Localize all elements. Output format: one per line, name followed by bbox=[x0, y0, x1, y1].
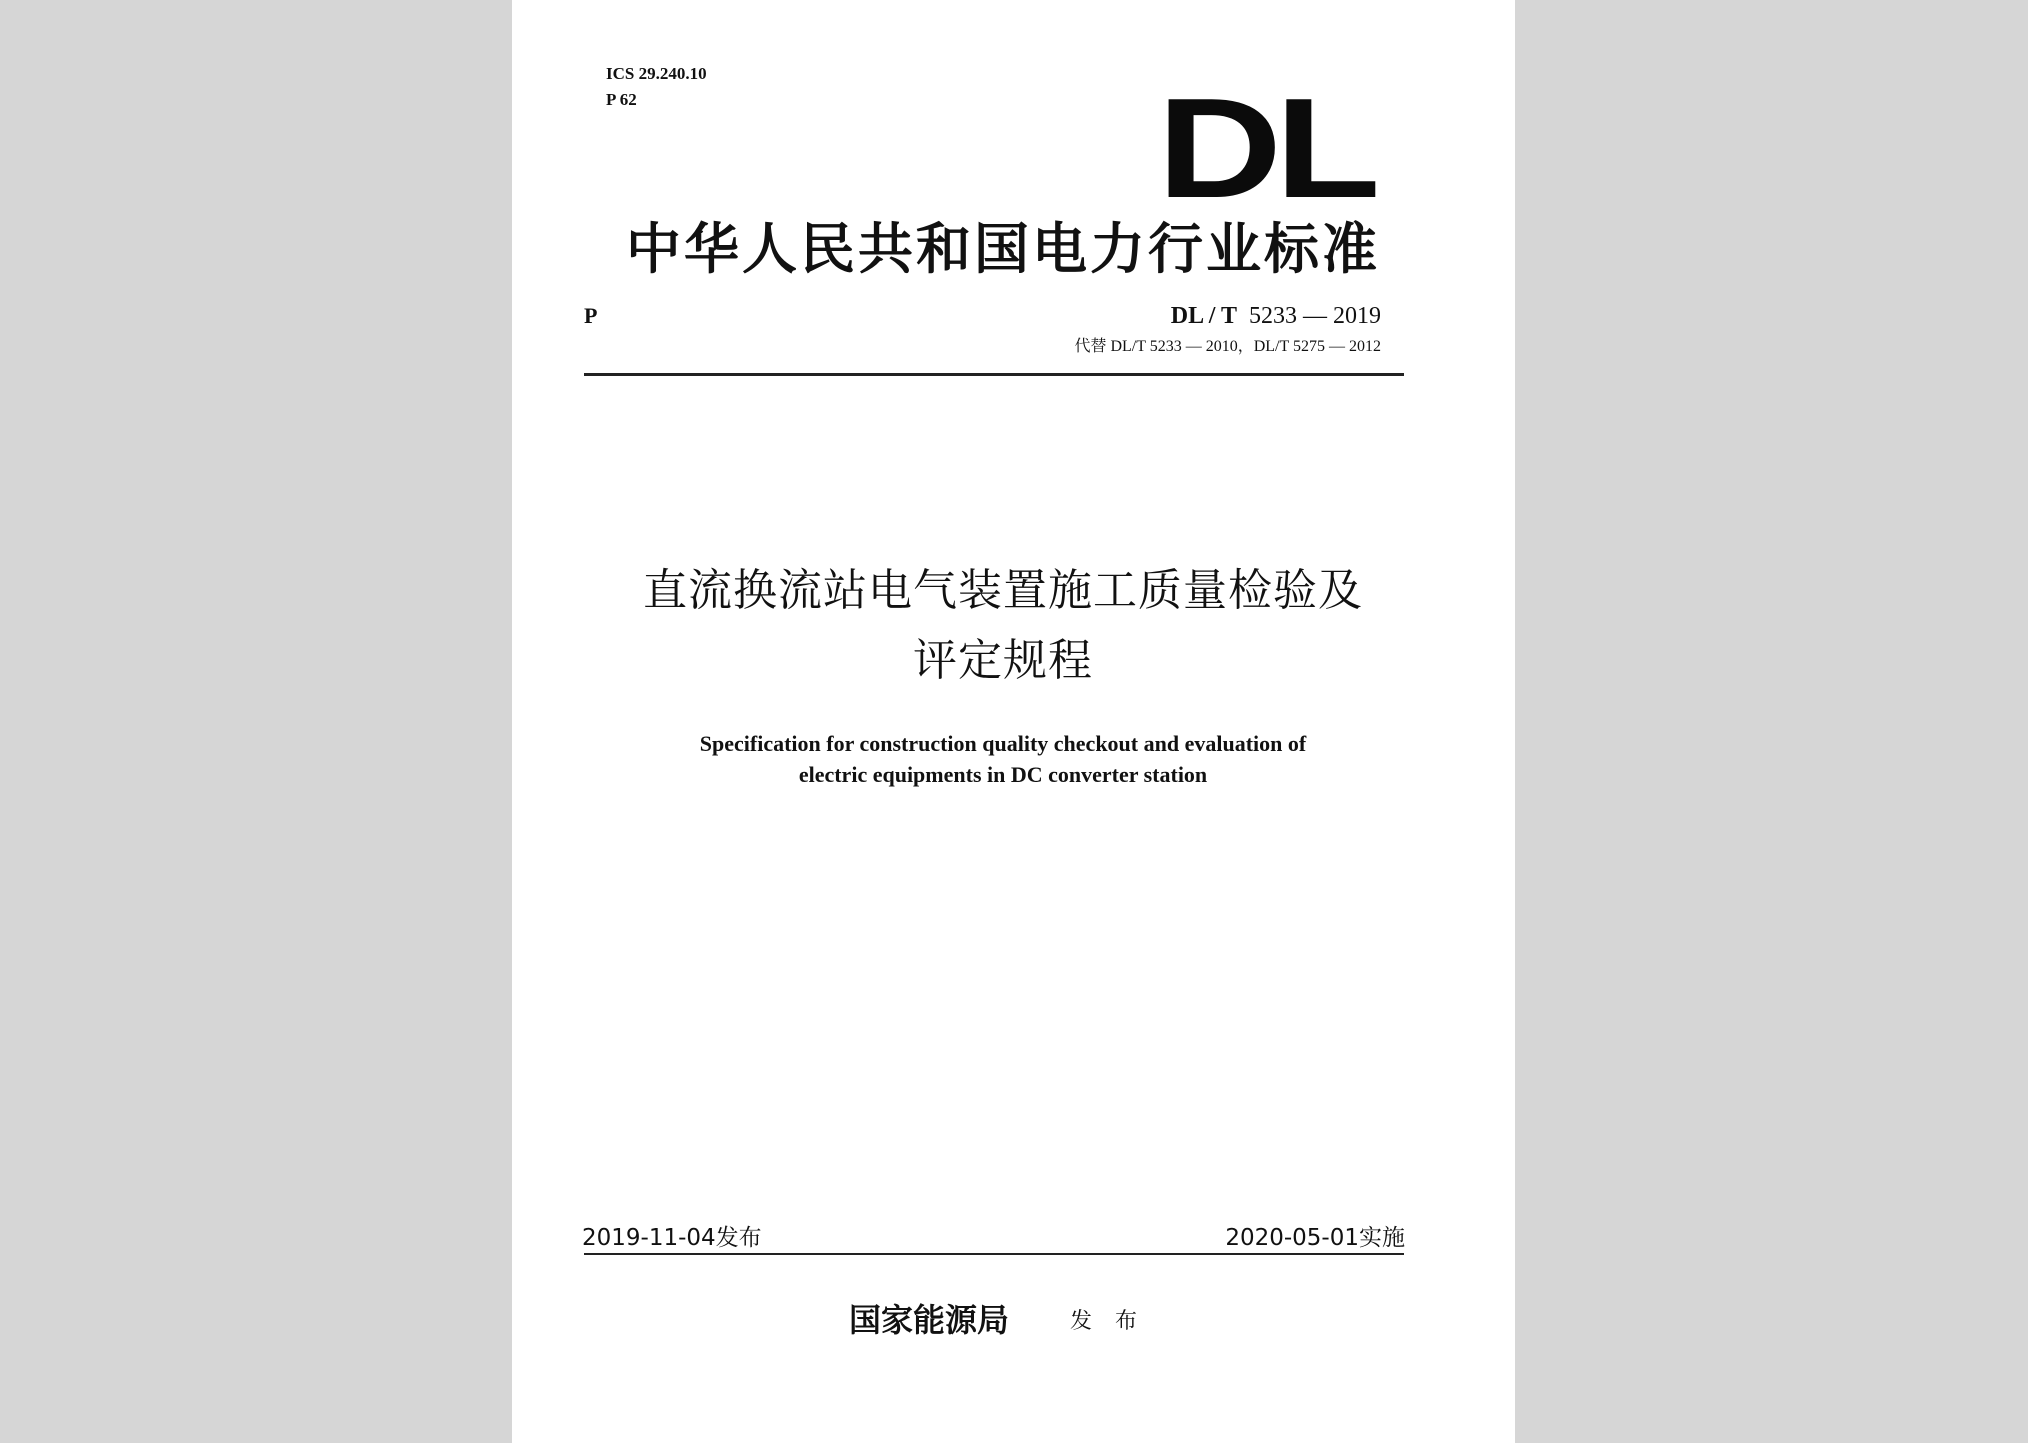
chinese-title-line-2: 评定规程 bbox=[913, 635, 1093, 686]
ics-code: ICS 29.240.10 bbox=[606, 64, 707, 83]
english-title-line-2: electric equipments in DC converter station bbox=[798, 762, 1208, 787]
chinese-title-line-1: 直流换流站电气装置施工质量检验及 bbox=[643, 565, 1363, 616]
category-code: P bbox=[584, 303, 598, 328]
publish-label: 发 布 bbox=[1070, 1309, 1145, 1334]
ccs-code: P 62 bbox=[606, 90, 637, 109]
replaces-note: 代替 DL/T 5233 — 2010，DL/T 5275 — 2012 bbox=[1074, 338, 1381, 355]
footer-divider bbox=[584, 1253, 1404, 1255]
standard-prefix: DL / T bbox=[1170, 303, 1237, 329]
implementation-date: 2020-05-01实施 bbox=[1225, 1225, 1405, 1251]
issuing-authority: 国家能源局 bbox=[849, 1301, 1010, 1339]
issue-date: 2019-11-04发布 bbox=[582, 1225, 762, 1251]
document-page bbox=[512, 0, 1515, 1443]
header-divider bbox=[584, 373, 1404, 376]
standard-title: 中华人民共和国电力行业标准 bbox=[625, 216, 1380, 281]
english-title-line-1: Specification for construction quality checkout and evaluation of bbox=[699, 731, 1307, 756]
standard-number bbox=[1171, 303, 1381, 330]
dl-logo: DL bbox=[1157, 69, 1374, 228]
standard-number-value: 5233 — 2019 bbox=[1249, 303, 1381, 329]
